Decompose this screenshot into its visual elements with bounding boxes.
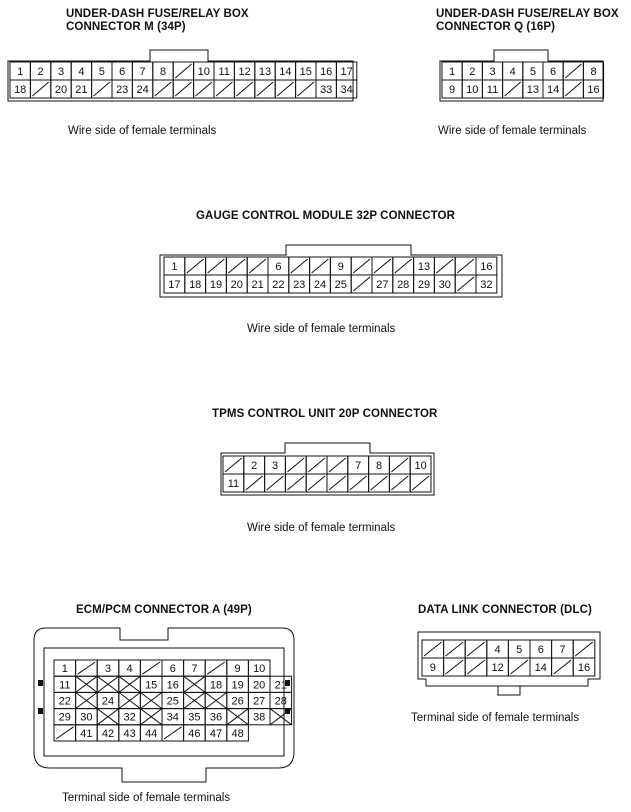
connector-m-terminal bbox=[51, 62, 71, 80]
ecm-terminal-number: 20 bbox=[253, 679, 266, 692]
connector-q-caption: Wire side of female terminals bbox=[438, 125, 587, 137]
tpms-connector-title: TPMS CONTROL UNIT 20P CONNECTOR bbox=[212, 408, 438, 420]
connector-m-title: UNDER-DASH FUSE/RELAY BOX CONNECTOR M (34P) bbox=[66, 8, 249, 33]
connector-m-terminal bbox=[173, 62, 193, 80]
gauge-terminal-number: 32 bbox=[480, 279, 493, 291]
connector-m-terminal bbox=[153, 80, 173, 98]
connector-m-terminal bbox=[30, 80, 50, 98]
connector-q-terminal-number: 11 bbox=[486, 84, 499, 96]
ecm-terminal-number: 48 bbox=[231, 727, 244, 740]
connector-m-terminal bbox=[296, 80, 316, 98]
dlc-terminal bbox=[573, 658, 595, 676]
gauge-terminal bbox=[185, 275, 206, 293]
connector-q-title: UNDER-DASH FUSE/RELAY BOX CONNECTOR Q (16P) bbox=[436, 8, 619, 33]
connector-m-terminal-number: 13 bbox=[258, 66, 272, 78]
tpms-terminal bbox=[244, 456, 265, 474]
tpms-terminal bbox=[369, 474, 390, 492]
ecm-terminal-number: 21 bbox=[274, 679, 287, 692]
dlc-terminal-number: 6 bbox=[537, 644, 544, 656]
connector-q-terminal bbox=[442, 80, 462, 98]
connector-q-terminal bbox=[523, 62, 543, 80]
ecm-terminal-number: 34 bbox=[166, 711, 179, 724]
connector-m-terminal bbox=[173, 80, 193, 98]
gauge-terminal-number: 29 bbox=[417, 279, 431, 291]
dlc-terminal bbox=[530, 640, 552, 658]
tpms-terminal bbox=[327, 474, 348, 492]
ecm-terminal bbox=[162, 660, 184, 676]
tpms-terminal bbox=[285, 474, 306, 492]
ecm-terminal bbox=[119, 709, 141, 725]
dlc-terminal bbox=[487, 658, 509, 676]
gauge-terminal bbox=[247, 257, 268, 275]
connector-m-terminal bbox=[112, 80, 132, 98]
gauge-terminal bbox=[476, 257, 497, 275]
dlc-terminal-number: 14 bbox=[534, 662, 547, 674]
tpms-terminal-number: 2 bbox=[251, 460, 258, 472]
connector-m-terminal bbox=[296, 62, 316, 80]
ecm-terminal-number: 46 bbox=[188, 727, 201, 740]
ecm-terminal bbox=[205, 709, 227, 725]
ecm-terminal-number: 36 bbox=[209, 711, 223, 724]
gauge-terminal bbox=[351, 257, 372, 275]
connector-m-terminal-number: 3 bbox=[57, 66, 65, 78]
dlc-terminal bbox=[465, 640, 487, 658]
ecm-terminal bbox=[162, 676, 184, 692]
connector-m-terminal bbox=[132, 62, 152, 80]
tpms-terminal bbox=[389, 474, 410, 492]
ecm-terminal bbox=[119, 692, 141, 708]
ecm-terminal bbox=[54, 709, 76, 725]
ecm-terminal-number: 30 bbox=[80, 711, 93, 724]
gauge-terminal bbox=[268, 275, 289, 293]
ecm-terminal-number: 35 bbox=[188, 711, 201, 724]
connector-q-terminal-number: 16 bbox=[587, 84, 600, 96]
dlc-title: DATA LINK CONNECTOR (DLC) bbox=[418, 604, 592, 616]
ecm-terminal bbox=[227, 725, 249, 741]
gauge-terminal-number: 21 bbox=[251, 279, 264, 291]
gauge-terminal-number: 13 bbox=[417, 261, 431, 273]
connector-q-terminal-number: 6 bbox=[550, 66, 557, 78]
gauge-terminal-number: 19 bbox=[209, 279, 223, 291]
ecm-terminal bbox=[184, 725, 206, 741]
connector-m-terminal-number: 15 bbox=[299, 66, 312, 78]
dlc-terminal-number: 16 bbox=[577, 662, 591, 674]
connector-q-terminal-number: 9 bbox=[449, 84, 456, 96]
connector-q-terminal bbox=[482, 80, 502, 98]
ecm-terminal bbox=[97, 676, 119, 692]
gauge-terminal bbox=[268, 257, 289, 275]
connector-m-terminal bbox=[194, 80, 214, 98]
connector-m-terminal bbox=[10, 80, 30, 98]
connector-q-terminal-number: 14 bbox=[546, 84, 560, 96]
connector-m-terminal bbox=[10, 62, 30, 80]
connector-q-terminal-number: 5 bbox=[529, 66, 536, 78]
ecm-terminal-number: 42 bbox=[101, 727, 115, 740]
ecm-terminal bbox=[248, 709, 270, 725]
tpms-terminal bbox=[348, 456, 369, 474]
gauge-terminal-number: 20 bbox=[230, 279, 243, 291]
connector-q-terminal bbox=[462, 80, 482, 98]
gauge-terminal bbox=[372, 275, 393, 293]
connector-q-terminal bbox=[543, 80, 563, 98]
gauge-terminal-number: 1 bbox=[171, 261, 178, 273]
gauge-terminal-number: 28 bbox=[397, 279, 410, 291]
dlc-terminal bbox=[530, 658, 552, 676]
gauge-terminal bbox=[351, 275, 372, 293]
gauge-terminal-number: 16 bbox=[480, 261, 493, 273]
tpms-terminal bbox=[327, 456, 348, 474]
ecm-terminal bbox=[162, 725, 184, 741]
ecm-connector-title: ECM/PCM CONNECTOR A (49P) bbox=[76, 604, 252, 616]
ecm-terminal-number: 1 bbox=[61, 663, 68, 676]
ecm-terminal bbox=[248, 660, 270, 676]
ecm-terminal-number: 11 bbox=[59, 679, 71, 692]
ecm-terminal bbox=[119, 660, 141, 676]
tpms-terminal-number: 11 bbox=[227, 478, 240, 490]
connector-m-terminal bbox=[255, 62, 275, 80]
connector-m-terminal bbox=[153, 62, 173, 80]
ecm-terminal bbox=[76, 692, 98, 708]
ecm-terminal-number: 16 bbox=[166, 679, 179, 692]
ecm-terminal-number: 18 bbox=[209, 679, 223, 692]
connector-q-terminal bbox=[523, 80, 543, 98]
gauge-terminal bbox=[206, 257, 227, 275]
ecm-terminal-number: 41 bbox=[80, 727, 93, 740]
gauge-terminal bbox=[310, 275, 331, 293]
dlc-terminal bbox=[508, 640, 530, 658]
connector-m-terminal bbox=[112, 62, 132, 80]
ecm-terminal bbox=[119, 725, 141, 741]
ecm-terminal-number: 22 bbox=[58, 695, 71, 708]
ecm-terminal-number: 44 bbox=[145, 727, 158, 740]
ecm-terminal-number: 38 bbox=[253, 711, 266, 724]
connector-m-terminal-number: 8 bbox=[159, 66, 167, 78]
dlc-terminal bbox=[508, 658, 530, 676]
connector-m-terminal-number: 20 bbox=[54, 84, 68, 96]
ecm-terminal bbox=[97, 660, 119, 676]
connector-q-terminal bbox=[583, 80, 603, 98]
connector-q-terminal-number: 4 bbox=[509, 66, 516, 78]
gauge-terminal bbox=[455, 257, 476, 275]
dlc-latch bbox=[498, 686, 520, 695]
ecm-terminal bbox=[270, 692, 292, 708]
connector-q-terminal bbox=[543, 62, 563, 80]
gauge-terminal-number: 30 bbox=[438, 279, 451, 291]
connector-m-terminal-number: 33 bbox=[320, 84, 333, 96]
dlc-terminal-number: 4 bbox=[494, 644, 501, 656]
gauge-terminal bbox=[393, 275, 414, 293]
gauge-terminal bbox=[330, 257, 351, 275]
dlc-terminal bbox=[552, 658, 574, 676]
ecm-terminal bbox=[140, 725, 162, 741]
connector-q-terminal-number: 10 bbox=[466, 84, 479, 96]
ecm-terminal-number: 3 bbox=[104, 663, 112, 676]
gauge-terminal bbox=[310, 257, 331, 275]
ecm-terminal bbox=[162, 709, 184, 725]
gauge-terminal bbox=[414, 275, 435, 293]
tpms-terminal bbox=[410, 474, 431, 492]
connector-m-terminal-number: 6 bbox=[119, 66, 126, 78]
gauge-terminal bbox=[476, 275, 497, 293]
gauge-terminal-number: 27 bbox=[376, 279, 389, 291]
connector-m-terminal bbox=[336, 80, 356, 98]
gauge-terminal bbox=[434, 257, 455, 275]
ecm-terminal bbox=[184, 709, 206, 725]
tpms-terminal bbox=[223, 456, 244, 474]
dlc-terminal-number: 5 bbox=[516, 644, 523, 656]
gauge-terminal bbox=[414, 257, 435, 275]
ecm-terminal-number: 9 bbox=[234, 663, 241, 676]
gauge-terminal bbox=[289, 257, 310, 275]
ecm-terminal bbox=[162, 692, 184, 708]
tpms-terminal bbox=[410, 456, 431, 474]
ecm-terminal bbox=[97, 692, 119, 708]
tpms-terminal bbox=[223, 474, 244, 492]
connector-m-terminal bbox=[316, 62, 336, 80]
ecm-terminal-number: 4 bbox=[126, 663, 133, 676]
ecm-terminal-number: 25 bbox=[166, 695, 179, 708]
ecm-terminal bbox=[227, 692, 249, 708]
connector-m-terminal bbox=[194, 62, 214, 80]
ecm-terminal-number: 7 bbox=[191, 663, 198, 676]
connector-q-terminal-number: 13 bbox=[526, 84, 540, 96]
ecm-terminal-number: 10 bbox=[253, 663, 266, 676]
ecm-terminal bbox=[76, 725, 98, 741]
ecm-terminal bbox=[76, 676, 98, 692]
tpms-terminal bbox=[369, 456, 390, 474]
connector-q-terminal bbox=[503, 80, 523, 98]
gauge-terminal-number: 17 bbox=[168, 279, 181, 291]
connector-m-terminal bbox=[336, 62, 356, 80]
gauge-terminal bbox=[206, 275, 227, 293]
connector-m-terminal-number: 7 bbox=[139, 66, 146, 78]
ecm-terminal-number: 26 bbox=[231, 695, 244, 708]
tpms-connector-caption: Wire side of female terminals bbox=[247, 522, 396, 534]
connector-m-terminal bbox=[234, 62, 254, 80]
connector-m-terminal-number: 14 bbox=[279, 66, 292, 78]
gauge-terminal-number: 18 bbox=[189, 279, 202, 291]
ecm-terminal bbox=[54, 676, 76, 692]
connector-q-terminal bbox=[563, 80, 583, 98]
ecm-terminal bbox=[205, 660, 227, 676]
gauge-terminal bbox=[164, 275, 185, 293]
connector-m-caption: Wire side of female terminals bbox=[68, 125, 217, 137]
ecm-terminal bbox=[248, 692, 270, 708]
ecm-terminal bbox=[270, 709, 292, 725]
connector-m-terminal-number: 18 bbox=[14, 84, 27, 96]
gauge-connector-title: GAUGE CONTROL MODULE 32P CONNECTOR bbox=[196, 210, 455, 222]
tpms-terminal-number: 8 bbox=[375, 460, 383, 472]
dlc-terminal bbox=[487, 640, 509, 658]
ecm-terminal-number: 19 bbox=[231, 679, 244, 692]
ecm-terminal bbox=[227, 676, 249, 692]
connector-m-terminal-number: 11 bbox=[218, 66, 230, 78]
connector-q-housing bbox=[440, 50, 603, 101]
tpms-terminal bbox=[265, 456, 286, 474]
dlc-terminal bbox=[422, 640, 444, 658]
connector-m-terminal-number: 12 bbox=[238, 66, 251, 78]
ecm-terminal-number: 15 bbox=[145, 679, 158, 692]
ecm-terminal-number: 43 bbox=[123, 727, 136, 740]
ecm-terminal-number: 28 bbox=[274, 695, 287, 708]
dlc-terminal bbox=[444, 658, 466, 676]
connector-m-terminal bbox=[255, 80, 275, 98]
connector-m-terminal bbox=[71, 80, 91, 98]
dlc-terminal bbox=[465, 658, 487, 676]
connector-m-terminal bbox=[316, 80, 336, 98]
ecm-terminal-number: 32 bbox=[123, 711, 136, 724]
connector-q-terminal-number: 3 bbox=[489, 66, 496, 78]
connector-q-terminal-number: 1 bbox=[449, 66, 456, 78]
ecm-connector-caption: Terminal side of female terminals bbox=[62, 792, 231, 804]
tpms-terminal-number: 7 bbox=[355, 460, 362, 472]
gauge-terminal bbox=[164, 257, 185, 275]
connector-m-terminal bbox=[92, 62, 112, 80]
dlc-caption: Terminal side of female terminals bbox=[411, 712, 580, 724]
gauge-terminal bbox=[289, 275, 310, 293]
connector-m-terminal bbox=[234, 80, 254, 98]
connector-m-terminal-number: 21 bbox=[75, 84, 88, 96]
connector-m-terminal-number: 16 bbox=[320, 66, 333, 78]
ecm-terminal bbox=[205, 725, 227, 741]
ecm-terminal bbox=[184, 660, 206, 676]
dlc-terminal-number: 9 bbox=[429, 662, 436, 674]
dlc-terminal bbox=[444, 640, 466, 658]
ecm-terminal bbox=[227, 709, 249, 725]
gauge-terminal-number: 24 bbox=[313, 279, 327, 291]
connector-m-terminal-number: 5 bbox=[98, 66, 105, 78]
dlc-terminal bbox=[573, 640, 595, 658]
connector-q-terminal-number: 8 bbox=[590, 66, 597, 78]
gauge-terminal-number: 23 bbox=[293, 279, 306, 291]
ecm-terminal bbox=[227, 660, 249, 676]
ecm-terminal bbox=[97, 725, 119, 741]
connector-m-terminal bbox=[51, 80, 71, 98]
gauge-connector-caption: Wire side of female terminals bbox=[247, 323, 396, 335]
gauge-terminal-number: 25 bbox=[334, 279, 347, 291]
connector-m-terminal bbox=[71, 62, 91, 80]
tpms-terminal bbox=[306, 474, 327, 492]
connector-q-terminal bbox=[503, 62, 523, 80]
connector-m-terminal-number: 10 bbox=[197, 66, 210, 78]
connector-q-terminal bbox=[583, 62, 603, 80]
connector-m-terminal-number: 2 bbox=[37, 66, 44, 78]
tpms-terminal-number: 3 bbox=[271, 460, 279, 472]
ecm-terminal bbox=[54, 725, 76, 741]
connector-q-terminal bbox=[462, 62, 482, 80]
connector-m-terminal bbox=[30, 62, 50, 80]
connector-m-terminal bbox=[132, 80, 152, 98]
ecm-terminal bbox=[119, 676, 141, 692]
connector-m-terminal-number: 1 bbox=[17, 66, 24, 78]
ecm-terminal bbox=[184, 676, 206, 692]
gauge-terminal bbox=[330, 275, 351, 293]
ecm-terminal-number: 24 bbox=[101, 695, 115, 708]
connector-m-terminal bbox=[275, 80, 295, 98]
gauge-terminal bbox=[372, 257, 393, 275]
ecm-terminal bbox=[140, 709, 162, 725]
connector-q-terminal bbox=[482, 62, 502, 80]
tpms-terminal bbox=[285, 456, 306, 474]
dlc-terminal bbox=[552, 640, 574, 658]
gauge-terminal bbox=[247, 275, 268, 293]
ecm-terminal bbox=[76, 660, 98, 676]
ecm-terminal bbox=[184, 692, 206, 708]
ecm-terminal-number: 27 bbox=[253, 695, 266, 708]
connector-m-terminal bbox=[92, 80, 112, 98]
ecm-terminal-number: 47 bbox=[209, 727, 223, 740]
tpms-terminal-number: 10 bbox=[414, 460, 427, 472]
dlc-terminal-number: 12 bbox=[491, 662, 504, 674]
ecm-terminal bbox=[54, 692, 76, 708]
connector-q-terminal bbox=[563, 62, 583, 80]
gauge-terminal bbox=[226, 275, 247, 293]
connector-m-terminal bbox=[275, 62, 295, 80]
gauge-terminal-number: 9 bbox=[337, 261, 344, 273]
tpms-terminal bbox=[306, 456, 327, 474]
connector-m-terminal-number: 23 bbox=[116, 84, 129, 96]
ecm-terminal bbox=[54, 660, 76, 676]
gauge-terminal bbox=[393, 257, 414, 275]
ecm-terminal bbox=[248, 676, 270, 692]
dlc-terminal-number: 7 bbox=[559, 644, 566, 656]
ecm-terminal bbox=[76, 709, 98, 725]
tpms-terminal bbox=[348, 474, 369, 492]
connector-m-terminal bbox=[214, 62, 234, 80]
tpms-terminal bbox=[389, 456, 410, 474]
connector-m-terminal bbox=[214, 80, 234, 98]
connector-q-terminal bbox=[442, 62, 462, 80]
tpms-terminal bbox=[244, 474, 265, 492]
gauge-terminal-number: 22 bbox=[272, 279, 285, 291]
ecm-terminal bbox=[140, 660, 162, 676]
dlc-terminal bbox=[422, 658, 444, 676]
gauge-terminal-number: 6 bbox=[275, 261, 282, 273]
connector-m-terminal-number: 24 bbox=[136, 84, 149, 96]
ecm-terminal bbox=[205, 676, 227, 692]
gauge-terminal bbox=[455, 275, 476, 293]
gauge-terminal bbox=[185, 257, 206, 275]
tpms-terminal bbox=[265, 474, 286, 492]
connector-m-terminal-number: 4 bbox=[78, 66, 85, 78]
ecm-terminal bbox=[140, 692, 162, 708]
ecm-terminal-number: 6 bbox=[169, 663, 176, 676]
gauge-terminal bbox=[434, 275, 455, 293]
ecm-terminal-number: 29 bbox=[58, 711, 71, 724]
ecm-terminal bbox=[140, 676, 162, 692]
connector-m-terminal-number: 17 bbox=[340, 66, 353, 78]
connector-q-terminal-number: 2 bbox=[469, 66, 476, 78]
gauge-terminal bbox=[226, 257, 247, 275]
connector-m-terminal-number: 34 bbox=[340, 84, 353, 96]
ecm-terminal bbox=[97, 709, 119, 725]
ecm-terminal bbox=[205, 692, 227, 708]
